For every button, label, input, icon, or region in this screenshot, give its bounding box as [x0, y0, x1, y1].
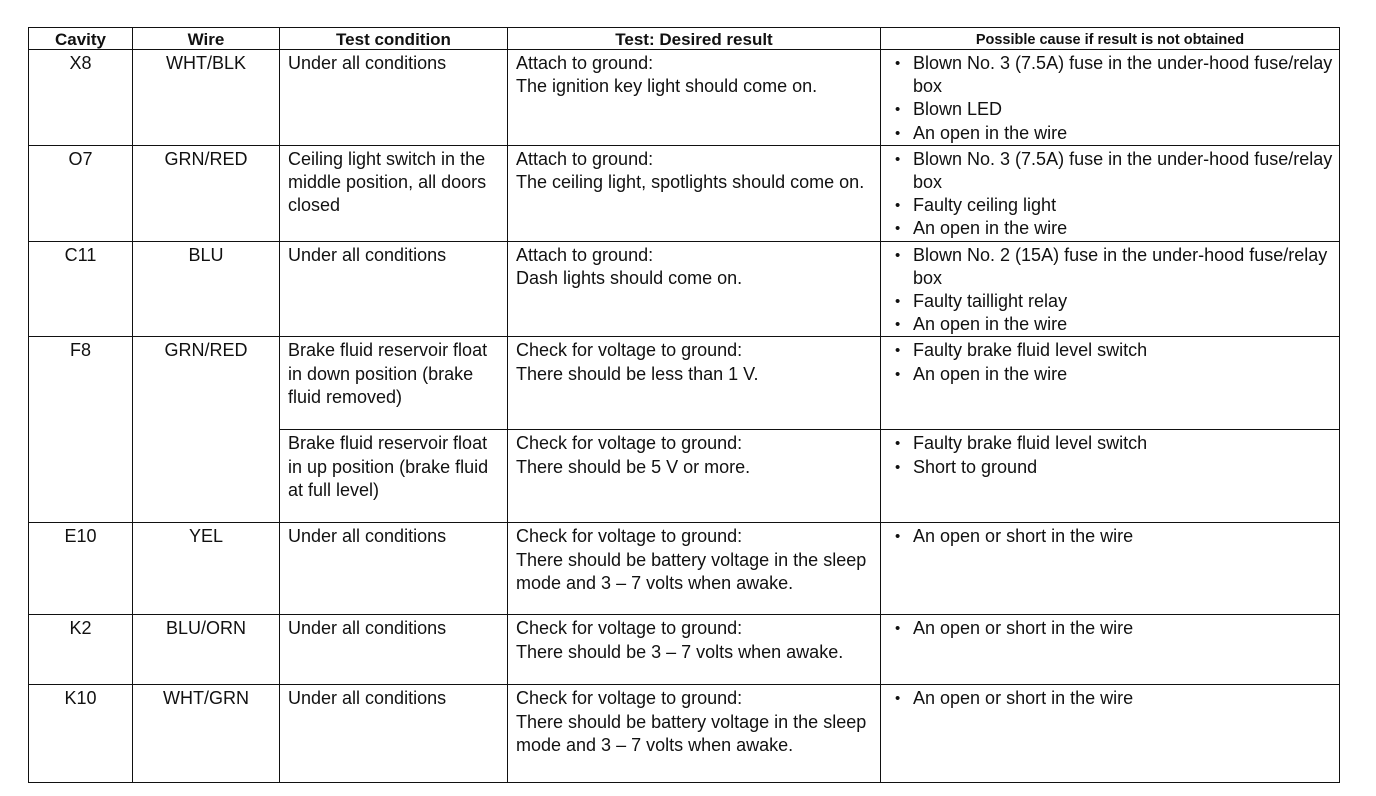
cause-item: • Short to ground	[889, 456, 1333, 479]
result-cell	[508, 685, 881, 783]
cause-cell	[881, 337, 1340, 430]
cause-item: • Blown LED	[889, 98, 1333, 121]
result-expectation: The ignition key light should come on.	[516, 76, 818, 97]
condition-cell: Under all conditions	[280, 523, 508, 615]
header-test-condition: Test condition	[280, 28, 508, 50]
cavity-cell: E10	[29, 523, 133, 615]
header-wire: Wire	[133, 28, 280, 50]
result-cell	[508, 50, 881, 146]
table-row	[29, 50, 1340, 146]
cause-item: • Blown No. 3 (7.5A) fuse in the under-hood fuse/relay box	[889, 52, 1333, 98]
result-cell	[508, 523, 881, 615]
cause-item: • An open in the wire	[889, 363, 1333, 386]
result-expectation: Dash lights should come on.	[516, 267, 743, 288]
cause-item: • Blown No. 2 (15A) fuse in the under-hood fuse/relay box	[889, 244, 1333, 290]
header-desired-result: Test: Desired result	[508, 28, 881, 50]
cause-item: • Blown No. 3 (7.5A) fuse in the under-hood fuse/relay box	[889, 148, 1333, 194]
result-instruction: Attach to ground:	[516, 148, 654, 169]
cause-item: • An open in the wire	[889, 122, 1333, 145]
condition-cell: Under all conditions	[280, 50, 508, 146]
condition-cell: Brake fluid reservoir float in down position (brake fluid removed)	[280, 337, 508, 430]
cause-list	[889, 525, 1333, 548]
result-instruction: Attach to ground:	[516, 244, 654, 265]
result-instruction: Attach to ground:	[516, 53, 654, 73]
cause-item: • An open in the wire	[889, 313, 1333, 336]
cause-list	[889, 339, 1333, 385]
cavity-cell: X8	[29, 50, 133, 146]
result-expectation: There should be battery voltage in the sleep mode and 3 – 7 volts when awake.	[516, 711, 867, 755]
cause-list	[889, 244, 1333, 337]
cause-item: • Faulty brake fluid level switch	[889, 339, 1333, 362]
header-row	[29, 28, 1340, 50]
condition-cell: Under all conditions	[280, 241, 508, 337]
cause-list	[889, 148, 1333, 241]
result-instruction: Check for voltage to ground:	[516, 526, 743, 547]
condition-cell: Under all conditions	[280, 685, 508, 783]
cavity-cell: K10	[29, 685, 133, 783]
wire-cell: BLU	[133, 241, 280, 337]
cause-cell	[881, 685, 1340, 783]
cavity-cell: K2	[29, 615, 133, 685]
result-instruction: Check for voltage to ground:	[516, 433, 743, 454]
cause-list	[889, 617, 1333, 640]
result-instruction: Check for voltage to ground:	[516, 340, 743, 361]
wire-cell: YEL	[133, 523, 280, 615]
wire-cell: GRN/RED	[133, 337, 280, 523]
table-row	[29, 685, 1340, 783]
cavity-cell: C11	[29, 241, 133, 337]
result-expectation: There should be battery voltage in the sleep mode and 3 – 7 volts when awake.	[516, 549, 867, 593]
cause-cell	[881, 523, 1340, 615]
result-cell	[508, 615, 881, 685]
cause-cell	[881, 50, 1340, 146]
cause-list	[889, 687, 1333, 710]
table-row	[29, 615, 1340, 685]
cause-list	[889, 52, 1333, 145]
cause-cell	[881, 241, 1340, 337]
table-row	[29, 241, 1340, 337]
table-row	[29, 523, 1340, 615]
cause-item: • Faulty taillight relay	[889, 290, 1333, 313]
result-cell	[508, 337, 881, 430]
result-instruction: Check for voltage to ground:	[516, 688, 743, 709]
wire-cell: WHT/GRN	[133, 685, 280, 783]
cause-item: • An open or short in the wire	[889, 617, 1333, 640]
wire-cell: BLU/ORN	[133, 615, 280, 685]
cause-item: • An open or short in the wire	[889, 687, 1333, 710]
table-row	[29, 337, 1340, 430]
cause-item: • Faulty brake fluid level switch	[889, 432, 1333, 455]
result-expectation: There should be 3 – 7 volts when awake.	[516, 641, 844, 662]
wire-cell: WHT/BLK	[133, 50, 280, 146]
wire-cell: GRN/RED	[133, 145, 280, 241]
result-expectation: The ceiling light, spotlights should come on.	[516, 172, 865, 193]
header-cavity: Cavity	[29, 28, 133, 50]
condition-cell: Ceiling light switch in the middle position, all doors closed	[280, 145, 508, 241]
cause-cell	[881, 615, 1340, 685]
cause-list	[889, 432, 1333, 478]
cause-item: • An open or short in the wire	[889, 525, 1333, 548]
cause-cell	[881, 430, 1340, 523]
header-possible-cause: Possible cause if result is not obtained	[881, 28, 1340, 50]
condition-cell: Under all conditions	[280, 615, 508, 685]
result-cell	[508, 241, 881, 337]
cavity-cell: F8	[29, 337, 133, 523]
troubleshooting-table	[28, 27, 1340, 783]
cause-cell	[881, 145, 1340, 241]
result-cell	[508, 145, 881, 241]
result-instruction: Check for voltage to ground:	[516, 618, 743, 639]
cause-item: • An open in the wire	[889, 217, 1333, 240]
result-cell	[508, 430, 881, 523]
table-row	[29, 145, 1340, 241]
result-expectation: There should be 5 V or more.	[516, 456, 751, 477]
condition-cell: Brake fluid reservoir float in up position (brake fluid at full level)	[280, 430, 508, 523]
cavity-cell: O7	[29, 145, 133, 241]
troubleshooting-table-container	[28, 27, 1340, 783]
result-expectation: There should be less than 1 V.	[516, 363, 759, 384]
cause-item: • Faulty ceiling light	[889, 194, 1333, 217]
